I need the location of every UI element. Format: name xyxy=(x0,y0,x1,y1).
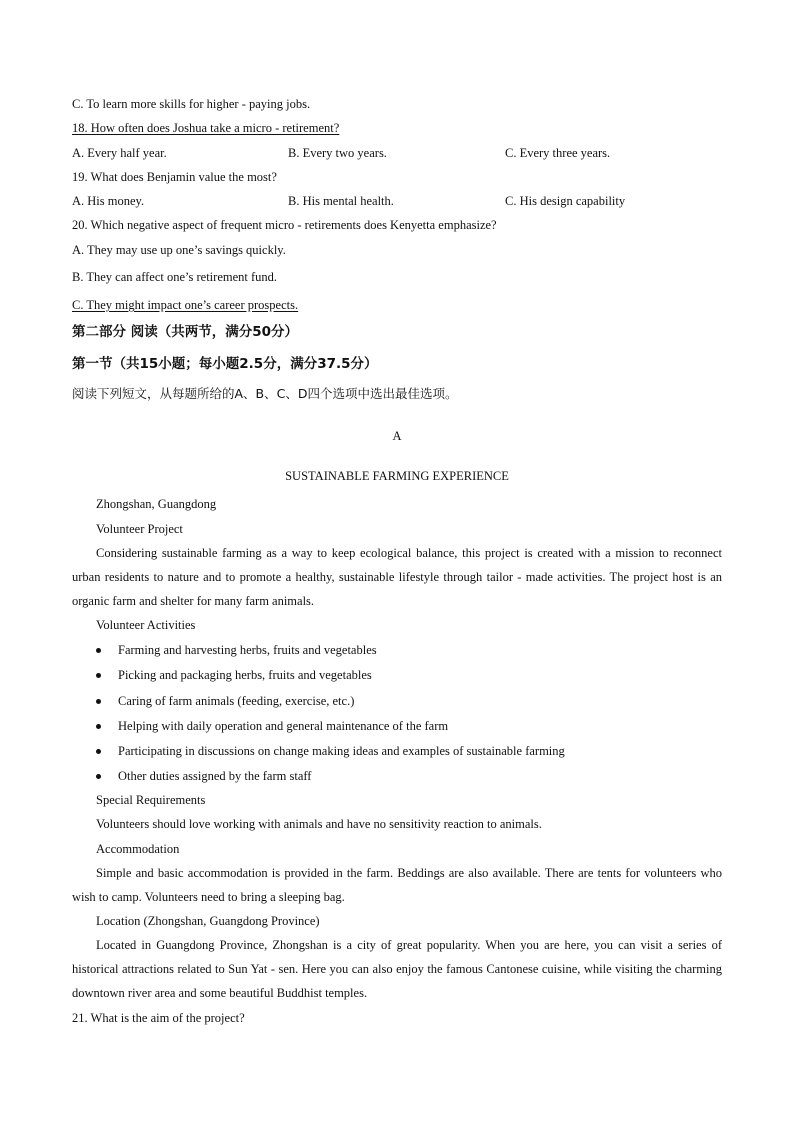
requirements-heading: Special Requirements xyxy=(96,793,206,807)
activity-item: Other duties assigned by the farm staff xyxy=(96,768,311,784)
q18-option-c: C. Every three years. xyxy=(505,146,611,160)
bullet-icon xyxy=(96,699,101,704)
project-type: Volunteer Project xyxy=(96,522,183,536)
passage-title: SUSTAINABLE FARMING EXPERIENCE xyxy=(285,469,509,483)
q19-option-b: B. His mental health. xyxy=(288,194,394,208)
bullet-icon xyxy=(96,774,101,779)
q20-stem: 20. Which negative aspect of frequent micro - retirements does Kenyetta emphasize? xyxy=(72,218,497,232)
q19-option-c: C. His design capability xyxy=(505,194,626,208)
activities-heading: Volunteer Activities xyxy=(96,618,196,632)
bullet-icon xyxy=(96,749,101,754)
q17-option-c: C. To learn more skills for higher - paying jobs. xyxy=(72,97,311,111)
activity-item: Helping with daily operation and general maintenance of the farm xyxy=(96,718,448,734)
bullet-icon xyxy=(96,724,101,729)
intro-paragraph: Considering sustainable farming as a way to keep ecological balance, this project is created with a mission to reconnect urban residents to nature and to promote a healthy, sustainable lifestyle through tailor - made activities. The project host is an organic farm and shelter for many farm animals. xyxy=(72,546,722,608)
accommodation-heading: Accommodation xyxy=(96,842,180,856)
q20-option-c: C. They might impact one’s career prospects. xyxy=(72,298,299,312)
q20-option-b: B. They can affect one’s retirement fund. xyxy=(72,270,278,284)
q18-option-b: B. Every two years. xyxy=(288,146,387,160)
section-title: 第二部分 阅读（共两节，满分50分） xyxy=(72,324,298,340)
accommodation-paragraph: Simple and basic accommodation is provided in the farm. Beddings are also available. There are tents for volunteers who wish to camp. Volunteers need to bring a sleeping bag. xyxy=(72,866,722,904)
location-paragraph: Located in Guangdong Province, Zhongshan is a city of great popularity. When you are here, you can visit a series of historical attractions related to Sun Yat - sen. Here you can also enjoy the famous Cantonese cuisine, while visiting the charming downtown river area and some beautiful Buddhist temples. xyxy=(72,938,722,1000)
q20-option-a: A. They may use up one’s savings quickly. xyxy=(72,243,286,257)
location-heading: Location (Zhongshan, Guangdong Province) xyxy=(96,914,320,928)
q19-stem: 19. What does Benjamin value the most? xyxy=(72,170,277,184)
passage-label: A xyxy=(392,429,402,443)
bullet-icon xyxy=(96,648,101,653)
q18-stem: 18. How often does Joshua take a micro - retirement? xyxy=(72,121,340,135)
location-line: Zhongshan, Guangdong xyxy=(96,497,217,511)
instructions: 阅读下列短文，从每题所给的A、B、C、D四个选项中选出最佳选项。 xyxy=(72,386,458,401)
bullet-icon xyxy=(96,673,101,678)
q18-option-a: A. Every half year. xyxy=(72,146,167,160)
q19-option-a: A. His money. xyxy=(72,194,145,208)
requirements-text: Volunteers should love working with animals and have no sensitivity reaction to animals. xyxy=(96,817,542,831)
activity-item: Picking and packaging herbs, fruits and vegetables xyxy=(96,667,372,683)
activity-item: Farming and harvesting herbs, fruits and vegetables xyxy=(96,642,377,658)
q21-stem: 21. What is the aim of the project? xyxy=(72,1011,245,1025)
activity-item: Caring of farm animals (feeding, exercise, etc.) xyxy=(96,693,354,709)
activity-item: Participating in discussions on change making ideas and examples of sustainable farming xyxy=(96,743,565,759)
subsection-title: 第一节（共15小题；每小题2.5分，满分37.5分） xyxy=(72,356,378,372)
